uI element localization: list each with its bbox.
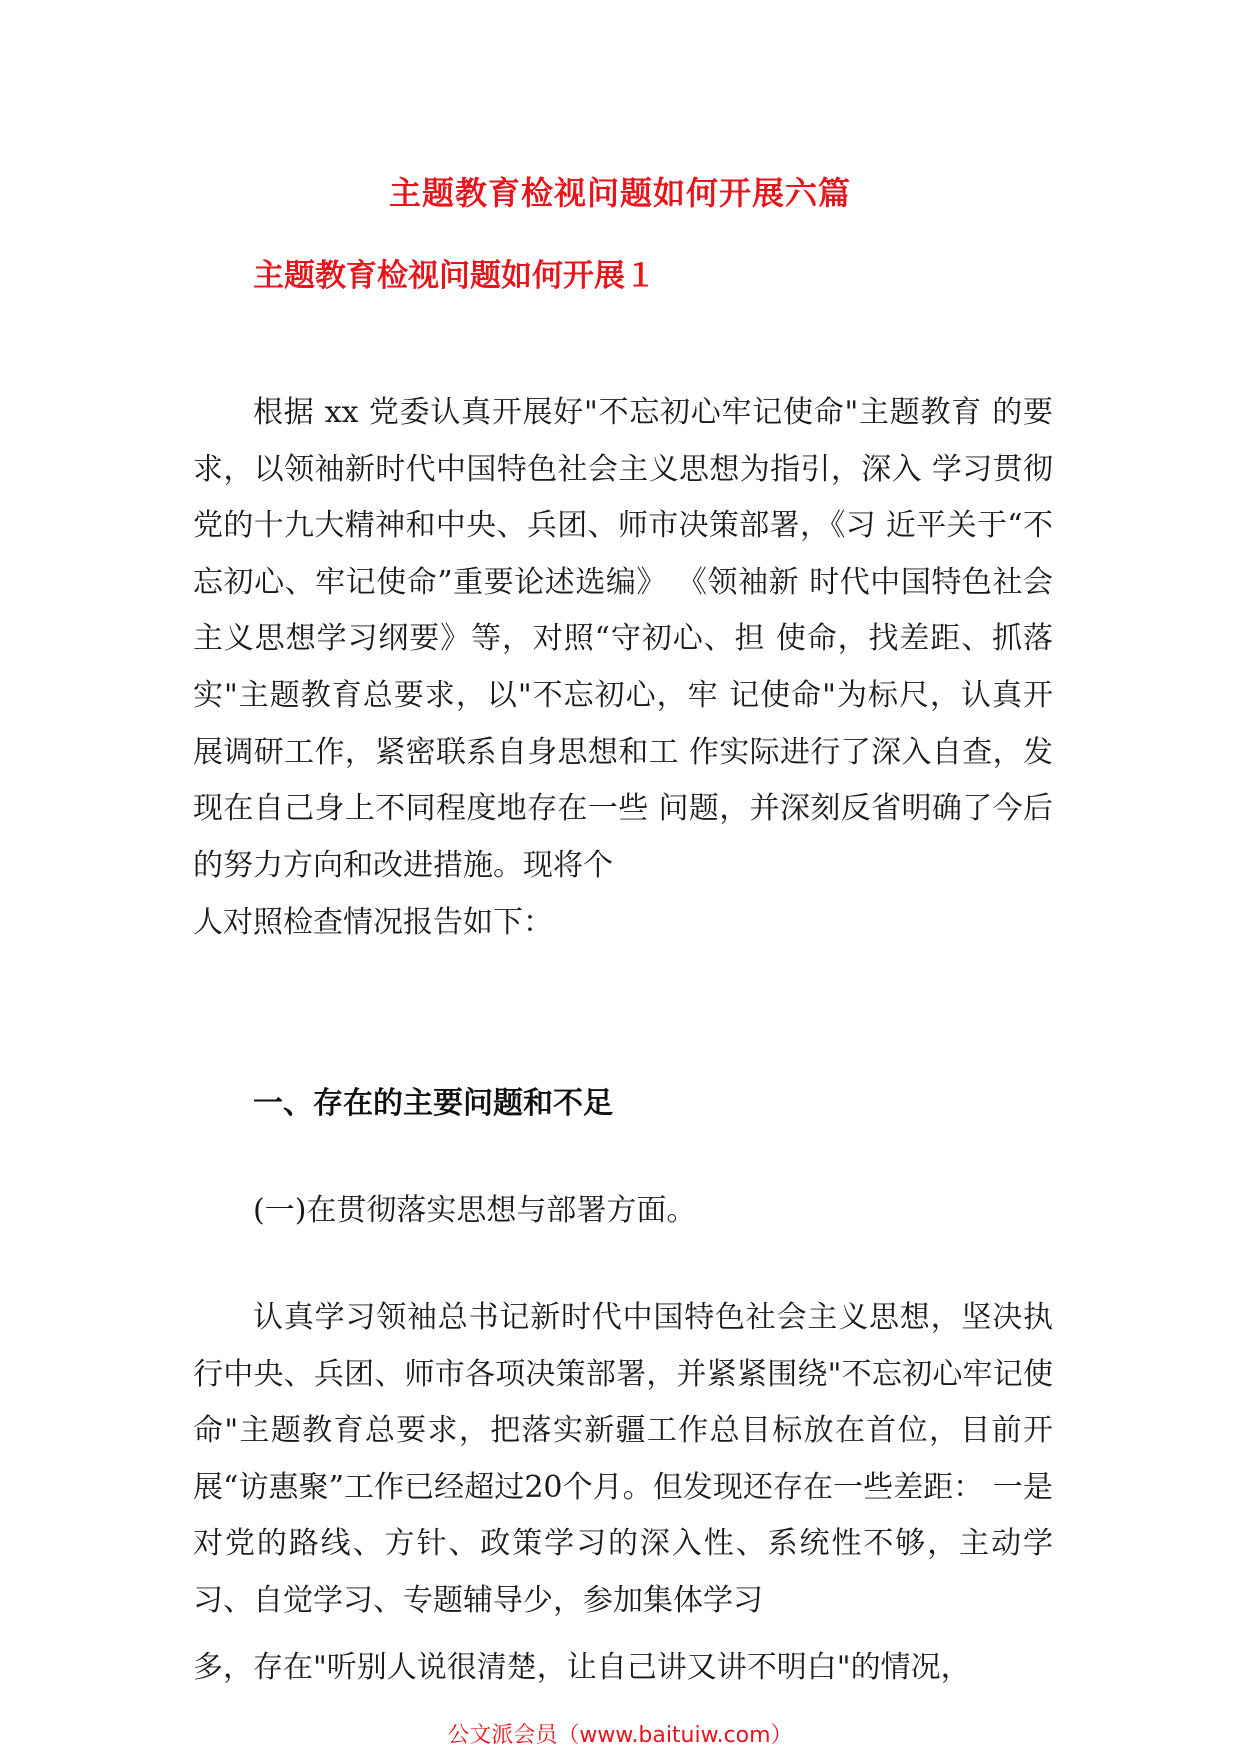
document-title: 主题教育检视问题如何开展六篇 — [388, 174, 851, 212]
paragraph-intro: 根据 xx 党委认真开展好"不忘初心牢记使命"主题教育 的要求，以领袖新时代中国特色社会主义思想为指引，深入 学习贯彻党的十九大精神和中央、兵团、师市决策部署，《习 近平关于“不忘初心、牢记使命”重要论述选编》 《领袖新 时代中国特色社会主义思想学习纲要》等，对照“守初心、担 使命，找差距、抓落实"主题教育总要求，以"不忘初心，牢 记使命"为标尺，认真开展调研工作，紧密联系自身思想和工 作实际进行了深入自查，发现在自己身上不同程度地存在一些 问题，并深刻反省明确了今后的努力方向和改进措施。现将个 — [193, 395, 1053, 883]
paragraph-study: 认真学习领袖总书记新时代中国特色社会主义思想，坚决执行中央、兵团、师市各项决策部署，并紧紧围绕"不忘初心牢记使命"主题教育总要求，把落实新疆工作总目标放在首位，目前开展“访惠聚”工作已经超过20个月。但发现还存在一些差距： 一是对党的路线、方针、政策学习的深入性、系统性不够，主动学习、自觉学习、专题辅导少，参加集体学习 — [193, 1300, 1053, 1618]
footer-watermark[interactable]: 公文派会员（www.baituiw.com） — [447, 1723, 793, 1748]
heading-main-problems: 一、存在的主要问题和不足 — [253, 1086, 613, 1121]
section-title: 主题教育检视问题如何开展１ — [253, 258, 656, 294]
paragraph-intro-tail: 人对照检查情况报告如下： — [193, 905, 553, 940]
subheading-implementation: (一)在贯彻落实思想与部署方面。 — [253, 1193, 697, 1228]
paragraph-study-last-line: 多，存在"听别人说很清楚，让自己讲又讲不明白"的情况， — [193, 1650, 971, 1685]
